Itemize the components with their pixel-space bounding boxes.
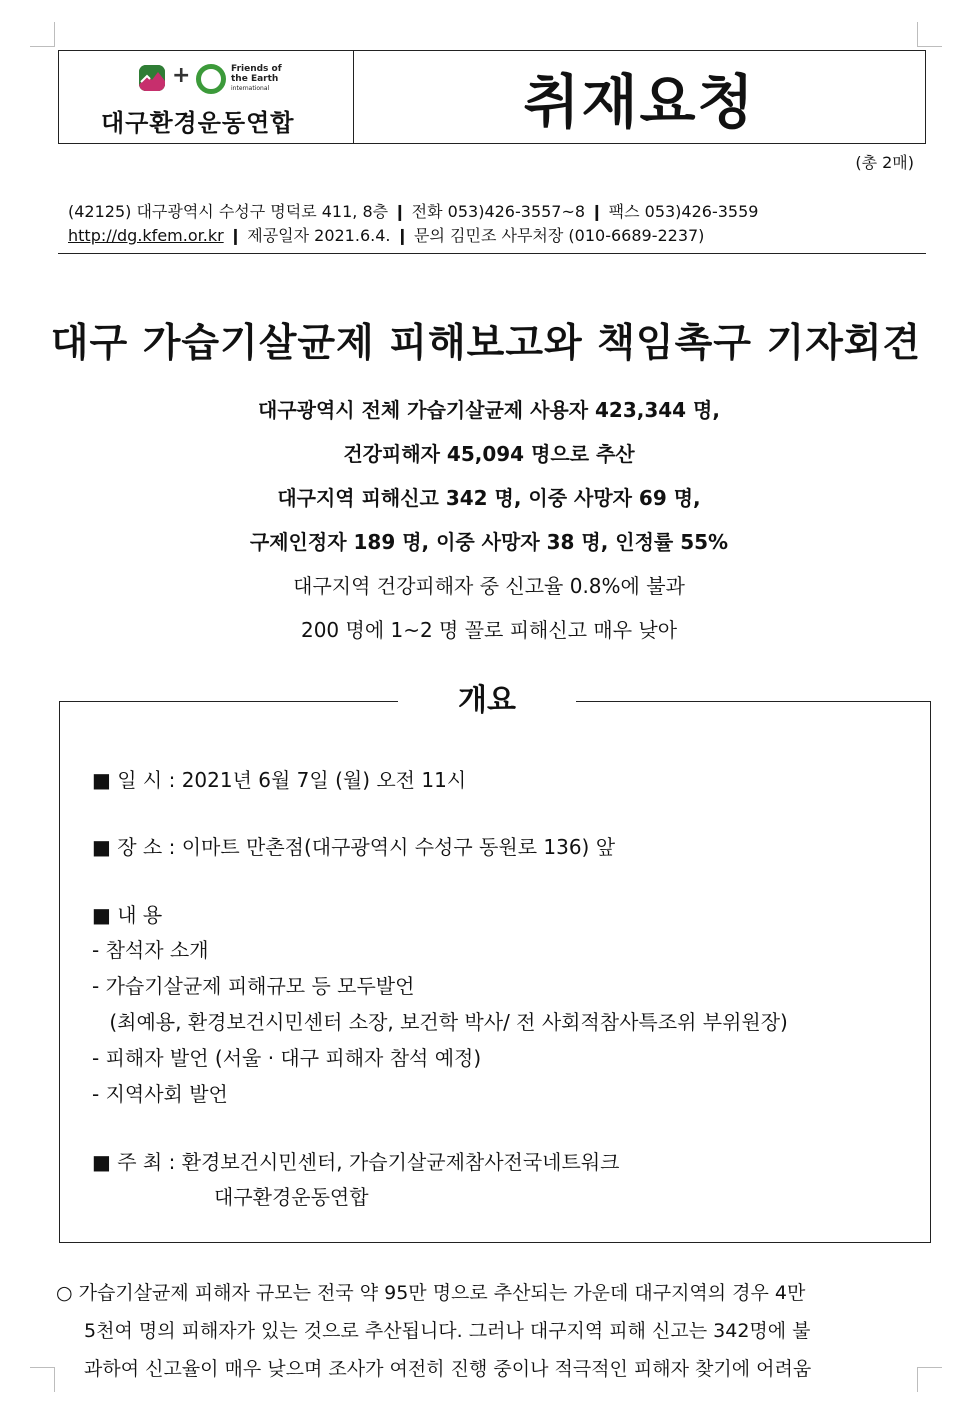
content-item: - 피해자 발언 (서울 · 대구 피해자 참석 예정) (92, 1046, 482, 1070)
summary-line: 구제인정자 189 명, 이중 사망자 38 명, 인정률 55% (249, 530, 729, 554)
body-paragraph (56, 1274, 928, 1388)
contact-line-2-rest: ❙ 제공일자 2021.6.4. ❙ 문의 김민조 사무처장 (010-6689-2237) (223, 226, 705, 245)
headline: 대구 가습기살균제 피해보고와 책임촉구 기자회견 (50, 321, 922, 366)
organization-name: 대구환경운동연합 (101, 108, 295, 137)
paragraph-line: 과하여 신고율이 매우 낮으며 조사가 여전히 진행 중이나 적극적인 피해자 찾기에 어려움 (84, 1358, 812, 1380)
content-item: (최예용, 환경보건시민센터 소장, 보건학 박사/ 전 사회적참사특조위 부위원장) (103, 1010, 788, 1034)
overview-title: 개요 (398, 678, 576, 724)
header-table (58, 50, 926, 144)
page-count: (총 2매) (855, 153, 914, 172)
overview-place: ■ 장 소 : 이마트 만촌점(대구광역시 수성구 동원로 136) 앞 (92, 835, 616, 859)
summary-line: 건강피해자 45,094 명으로 추산 (343, 442, 635, 466)
content-item: - 가습기살균제 피해규모 등 모두발언 (92, 974, 415, 998)
content-item: - 참석자 소개 (92, 938, 209, 962)
overview-content-head: ■ 내 용 (92, 903, 163, 927)
overview-host-2: 대구환경운동연합 (214, 1185, 369, 1209)
contact-line-2 (68, 224, 758, 248)
contact-line-1: (42125) 대구광역시 수성구 명덕로 411, 8층 ❙ 전화 053)426-3557~8 ❙ 팩스 053)426-3559 (68, 202, 759, 221)
overview-host: ■ 주 최 : 환경보건시민센터, 가습기살균제참사전국네트워크 (92, 1150, 620, 1174)
overview-datetime: ■ 일 시 : 2021년 6월 7일 (월) 오전 11시 (92, 768, 467, 792)
summary-line: 200 명에 1~2 명 꼴로 피해신고 매우 낮아 (300, 618, 678, 642)
partner-logo-text: Friends of the Earth international (231, 64, 282, 92)
website-link[interactable]: http://dg.kfem.or.kr (68, 226, 224, 245)
crop-mark (30, 1367, 55, 1392)
title-cell (354, 51, 925, 143)
paragraph-line: 5천여 명의 피해자가 있는 것으로 추산됩니다. 그러나 대구지역 피해 신고는 342명에 불 (84, 1320, 811, 1342)
summary-line: 대구광역시 전체 가습기살균제 사용자 423,344 명, (258, 398, 720, 422)
summary (0, 388, 972, 652)
mountain-logo-icon (139, 65, 165, 91)
content-item: - 지역사회 발언 (92, 1082, 228, 1106)
summary-line: 대구지역 피해신고 342 명, 이중 사망자 69 명, (277, 486, 701, 510)
contact-info (68, 200, 758, 248)
summary-line: 대구지역 건강피해자 중 신고율 0.8%에 불과 (293, 574, 685, 598)
plus-icon: + (172, 63, 191, 88)
paragraph-line: ○ 가습기살균제 피해자 규모는 전국 약 95만 명으로 추산되는 가운데 대구지역의 경우 4만 (56, 1282, 806, 1304)
crop-mark (917, 22, 942, 47)
press-title: 취재요청 (523, 68, 756, 136)
logo (59, 51, 354, 143)
earth-ring-icon (196, 64, 226, 94)
crop-mark (30, 22, 55, 47)
divider (58, 253, 926, 254)
